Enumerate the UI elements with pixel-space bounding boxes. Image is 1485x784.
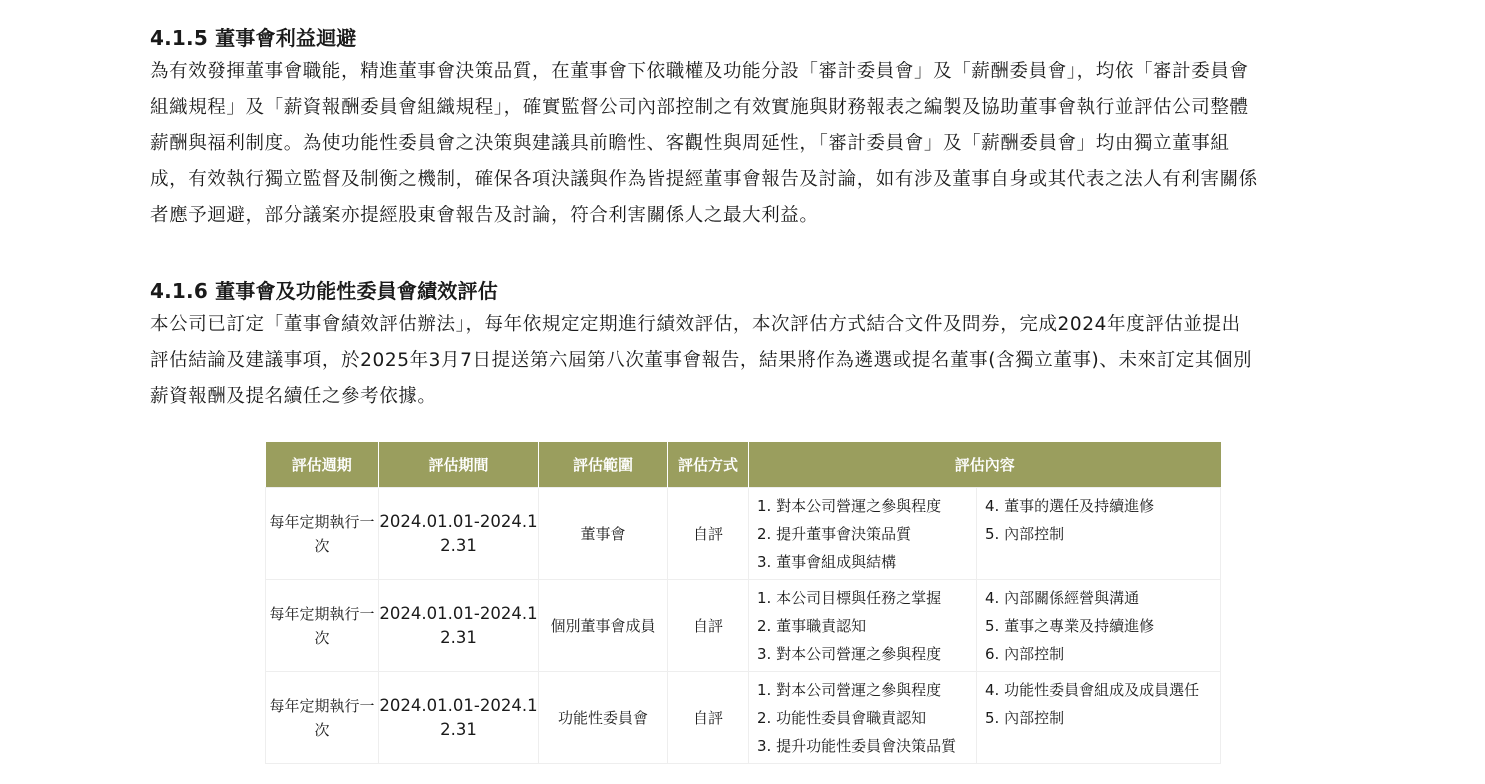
table-row [266, 580, 1221, 672]
cell-cycle: 每年定期執行一次 [266, 580, 379, 672]
table-header-row [266, 442, 1221, 488]
content-item: 5. 內部控制 [985, 525, 1065, 543]
cell-period [379, 672, 539, 764]
cell-cycle: 每年定期執行一次 [266, 488, 379, 580]
header-method: 評估方式 [668, 442, 749, 488]
content-item: 5. 董事之專業及持續進修 [985, 617, 1155, 635]
period-text: 2024.01.01-2024.12.31 [379, 695, 538, 739]
cell-method: 自評 [668, 580, 749, 672]
section-board-conflict-avoidance [150, 24, 1336, 234]
paragraph-line: 為有效發揮董事會職能，精進董事會決策品質，在董事會下依職權及功能分設「審計委員會」及「薪酬委員會」，均依「審計委員會 [150, 61, 1249, 82]
evaluation-table [265, 442, 1221, 764]
content-item: 5. 內部控制 [985, 709, 1065, 727]
content-item: 3. 對本公司營運之參與程度 [757, 645, 942, 663]
content-item: 3. 提升功能性委員會決策品質 [757, 737, 957, 755]
cell-scope: 功能性委員會 [539, 672, 668, 764]
section-heading: 4.1.6 董事會及功能性委員會績效評估 [150, 279, 498, 303]
paragraph-line: 評估結論及建議事項，於2025年3月7日提送第六屆第八次董事會報告，結果將作為遴選或提名董事(含獨立董事)、未來訂定其個別 [150, 350, 1253, 371]
paragraph-line: 本公司已訂定「董事會績效評估辦法」，每年依規定定期進行績效評估，本次評估方式結合文件及問券，完成2024年度評估並提出 [150, 314, 1241, 335]
paragraph-line: 薪資報酬及提名續任之參考依據。 [150, 386, 437, 407]
cell-method: 自評 [668, 488, 749, 580]
section-heading: 4.1.5 董事會利益迴避 [150, 26, 357, 50]
section-paragraph [150, 54, 1336, 234]
table-row [266, 672, 1221, 764]
cell-period [379, 580, 539, 672]
content-item: 2. 功能性委員會職責認知 [757, 709, 927, 727]
period-text: 2024.01.01-2024.12.31 [379, 603, 538, 647]
header-period: 評估期間 [379, 442, 539, 488]
cell-period [379, 488, 539, 580]
cell-scope: 董事會 [539, 488, 668, 580]
cell-scope: 個別董事會成員 [539, 580, 668, 672]
content-item: 4. 功能性委員會組成及成員選任 [985, 681, 1200, 699]
content-item: 2. 董事職責認知 [757, 617, 867, 635]
cell-cycle: 每年定期執行一次 [266, 672, 379, 764]
cell-content-right [977, 488, 1221, 580]
content-item: 6. 內部控制 [985, 645, 1065, 663]
cell-content-right [977, 580, 1221, 672]
paragraph-line: 成，有效執行獨立監督及制衡之機制，確保各項決議與作為皆提經董事會報告及討論，如有涉及董事自身或其代表之法人有利害關係 [150, 169, 1258, 190]
cell-content-left [749, 580, 977, 672]
cell-content-left [749, 672, 977, 764]
paragraph-line: 者應予迴避，部分議案亦提經股東會報告及討論，符合利害關係人之最大利益。 [150, 205, 819, 226]
section-paragraph [150, 307, 1336, 415]
cell-method: 自評 [668, 672, 749, 764]
content-item: 1. 對本公司營運之參與程度 [757, 681, 942, 699]
content-item: 3. 董事會組成與結構 [757, 553, 897, 571]
table-row [266, 488, 1221, 580]
section-performance-evaluation [150, 277, 1336, 415]
paragraph-line: 組織規程」及「薪資報酬委員會組織規程」，確實監督公司內部控制之有效實施與財務報表之編製及協助董事會執行並評估公司整體 [150, 97, 1249, 118]
cell-content-right [977, 672, 1221, 764]
header-content: 評估內容 [749, 442, 1221, 488]
content-item: 2. 提升董事會決策品質 [757, 525, 912, 543]
header-cycle: 評估週期 [266, 442, 379, 488]
header-scope: 評估範圍 [539, 442, 668, 488]
paragraph-line: 薪酬與福利制度。為使功能性委員會之決策與建議具前瞻性、客觀性與周延性，「審計委員會」及「薪酬委員會」均由獨立董事組 [150, 133, 1230, 154]
content-item: 1. 本公司目標與任務之掌握 [757, 589, 942, 607]
content-item: 1. 對本公司營運之參與程度 [757, 497, 942, 515]
cell-content-left [749, 488, 977, 580]
content-item: 4. 內部關係經營與溝通 [985, 589, 1140, 607]
period-text: 2024.01.01-2024.12.31 [379, 511, 538, 555]
content-item: 4. 董事的選任及持續進修 [985, 497, 1155, 515]
